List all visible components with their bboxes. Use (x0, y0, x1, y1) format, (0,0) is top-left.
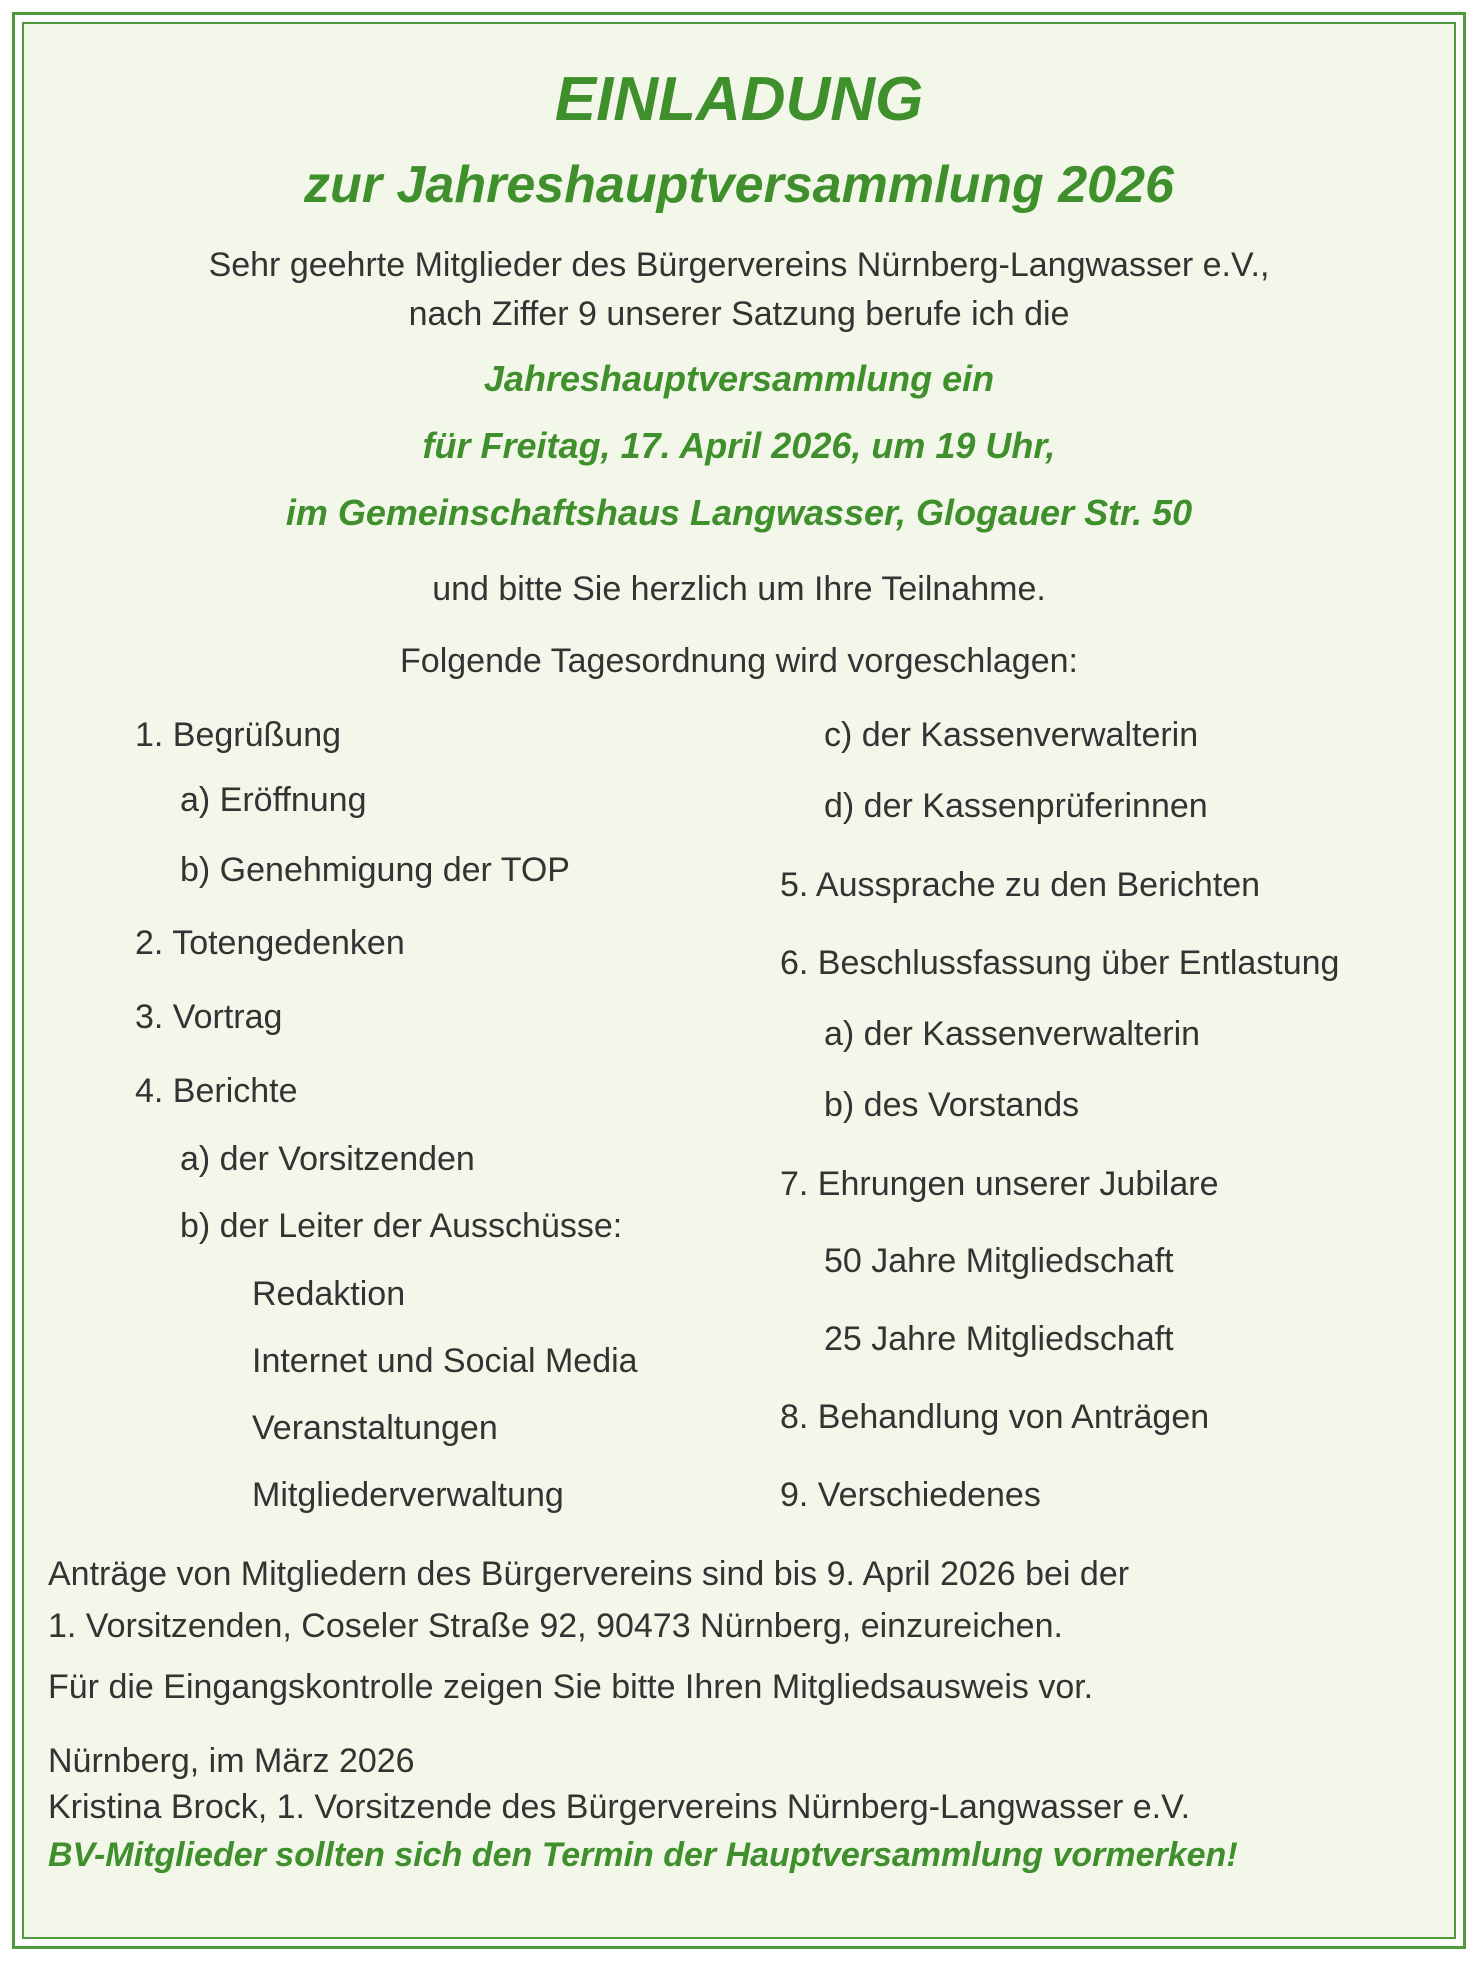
reminder-footer: BV-Mitglieder sollten sich den Termin der Hauptversammlung vormerken! (48, 1836, 1238, 1874)
agenda-item: 9. Verschiedenes (780, 1476, 1041, 1514)
agenda-item: 4. Berichte (135, 1072, 298, 1110)
agenda-item: 8. Behandlung von Anträgen (780, 1398, 1210, 1436)
invite-line: und bitte Sie herzlich um Ihre Teilnahme. (432, 570, 1046, 608)
committee-item: Redaktion (252, 1275, 406, 1313)
meeting-location-line: im Gemeinschaftshaus Langwasser, Glogauer Str. 50 (285, 492, 1193, 533)
agenda-subitem: a) der Vorsitzenden (180, 1140, 475, 1178)
committee-item: Veranstaltungen (252, 1409, 498, 1447)
agenda-item: 2. Totengedenken (135, 924, 405, 962)
agenda-item: 6. Beschlussfassung über Entlastung (780, 944, 1340, 982)
meeting-line-1: Jahreshauptversammlung ein (483, 358, 995, 399)
agenda-subitem: 25 Jahre Mitgliedschaft (824, 1320, 1174, 1358)
agenda-item: 1. Begrüßung (135, 716, 342, 754)
agenda-subitem: a) Eröffnung (180, 781, 367, 819)
agenda-item: 3. Vortrag (135, 998, 283, 1036)
agenda-subitem: b) Genehmigung der TOP (180, 851, 570, 889)
salutation-line: Sehr geehrte Mitglieder des Bürgervereins Nürnberg-Langwasser e.V., (208, 246, 1270, 284)
agenda-subitem: b) der Leiter der Ausschüsse: (180, 1207, 623, 1245)
agenda-item: 7. Ehrungen unserer Jubilare (780, 1165, 1219, 1203)
agenda-subitem: 50 Jahre Mitgliedschaft (824, 1242, 1174, 1280)
id-card-note: Für die Eingangskontrolle zeigen Sie bitte Ihren Mitgliedsausweis vor. (48, 1668, 1094, 1706)
committee-item: Internet und Social Media (252, 1342, 638, 1380)
committee-item: Mitgliederverwaltung (252, 1476, 564, 1514)
motions-note-line-1: Anträge von Mitgliedern des Bürgervereins sind bis 9. April 2026 bei der (48, 1555, 1130, 1593)
agenda-item: 5. Aussprache zu den Berichten (780, 866, 1261, 904)
statute-line: nach Ziffer 9 unserer Satzung berufe ich die (408, 295, 1070, 333)
meeting-date-line: für Freitag, 17. April 2026, um 19 Uhr, (422, 425, 1056, 466)
place-date: Nürnberg, im März 2026 (48, 1742, 415, 1780)
agenda-subitem: b) des Vorstands (824, 1086, 1080, 1124)
agenda-subitem: a) der Kassenverwalterin (824, 1015, 1201, 1053)
signature-line: Kristina Brock, 1. Vorsitzende des Bürgervereins Nürnberg-Langwasser e.V. (48, 1788, 1191, 1826)
page-subtitle: zur Jahreshauptversammlung 2026 (304, 156, 1174, 214)
agenda-subitem: d) der Kassenprüferinnen (824, 787, 1208, 825)
agenda-subitem: c) der Kassenverwalterin (824, 716, 1199, 754)
agenda-intro: Folgende Tagesordnung wird vorgeschlagen: (400, 642, 1078, 680)
motions-note-line-2: 1. Vorsitzenden, Coseler Straße 92, 90473 Nürnberg, einzureichen. (48, 1607, 1063, 1645)
page-title: EINLADUNG (554, 65, 924, 134)
